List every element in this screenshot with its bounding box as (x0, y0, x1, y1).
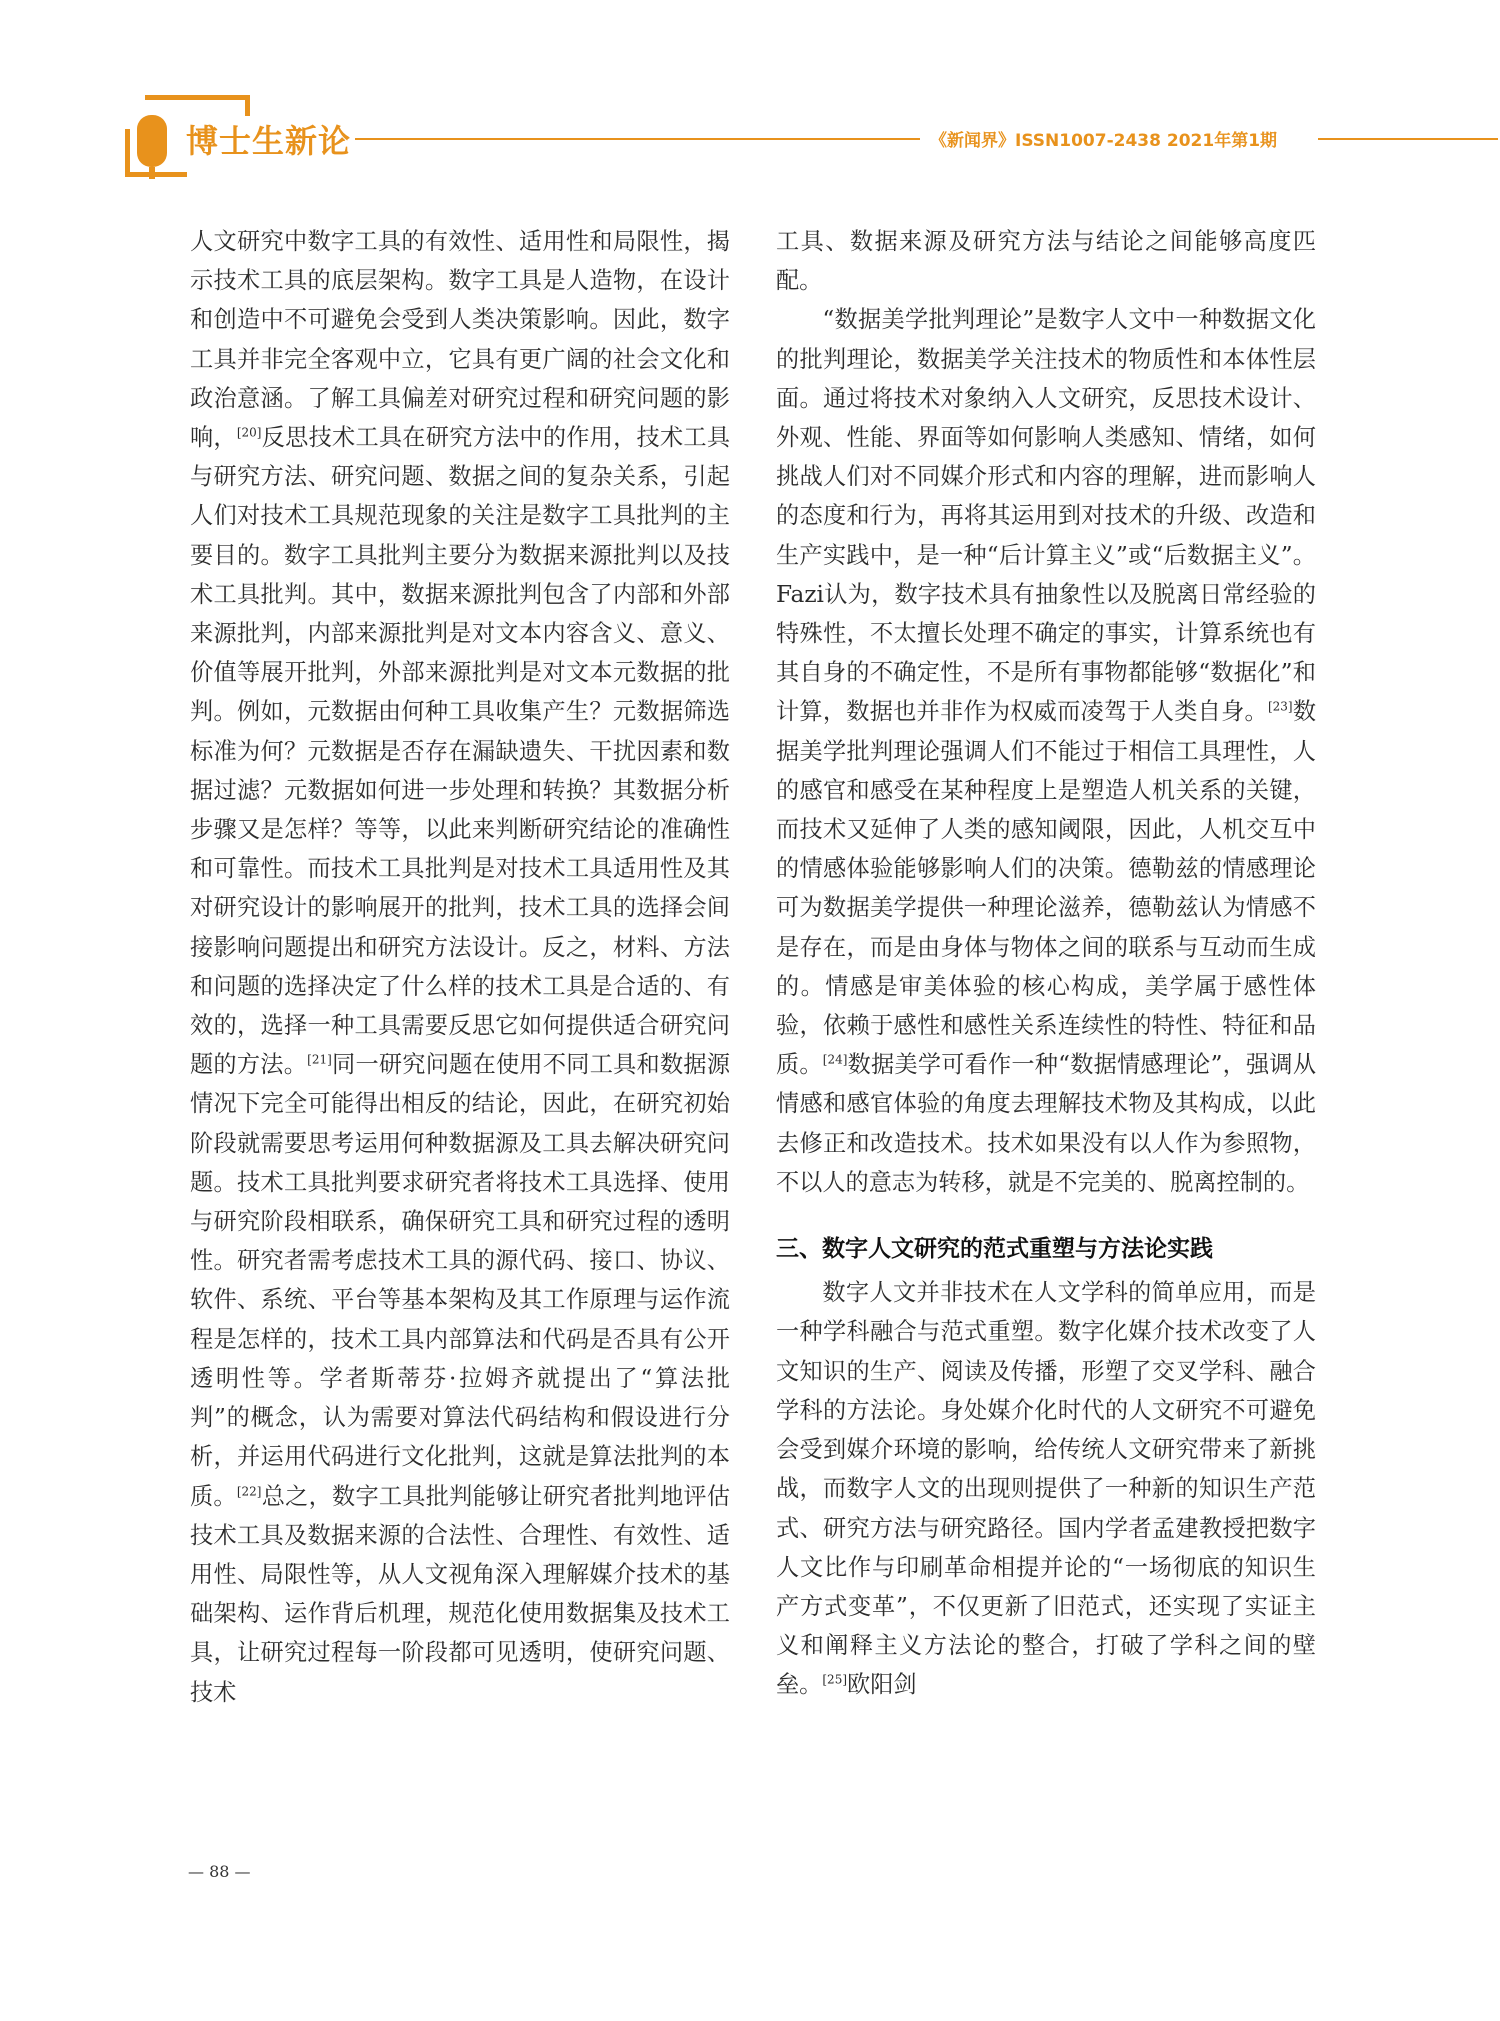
citation-24: [24] (822, 1052, 848, 1067)
body-text: 反思技术工具在研究方法中的作用，技术工具与研究方法、研究问题、数据之间的复杂关系，引起人们对技术工具规范现象的关注是数字工具批判的主要目的。数字工具批判主要分为数据来源批判以及技术工具批判。其中，数据来源批判包含了内部和外部来源批判，内部来源批判是对文本内容含义、意义、价值等展开批判，外部来源批判是对文本元数据的批判。例如，元数据由何种工具收集产生？元数据筛选标准为何？元数据是否存在漏缺遗失、干扰因素和数据过滤？元数据如何进一步处理和转换？其数据分析步骤又是怎样？等等，以此来判断研究结论的准确性和可靠性。而技术工具批判是对技术工具适用性及其对研究设计的影响展开的批判，技术工具的选择会间接影响问题提出和研究方法设计。反之，材料、方法和问题的选择决定了什么样的技术工具是合适的、有效的，选择一种工具需要反思它如何提供适合研究问题的方法。 (190, 424, 731, 1079)
body-text: 数据美学批判理论强调人们不能过于相信工具理性，人的感官和感受在某种程度上是塑造人机关系的关键，而技术又延伸了人类的感知阈限，因此，人机交互中的情感体验能够影响人们的决策。德勒兹的情感理论可为数据美学提供一种理论滋养，德勒兹认为情感不是存在，而是由身体与物体之间的联系与互动而生成的。情感是审美体验的核心构成，美学属于感性体验，依赖于感性和感性关系连续性的特性、特征和品质。 (776, 698, 1317, 1079)
body-text: 同一研究问题在使用不同工具和数据源情况下完全可能得出相反的结论，因此，在研究初始阶段就需要思考运用何种数据源及工具去解决研究问题。技术工具批判要求研究者将技术工具选择、使用与研究阶段相联系，确保研究工具和研究过程的透明性。研究者需考虑技术工具的源代码、接口、协议、软件、系统、平台等基本架构及其工作原理与运作流程是怎样的，技术工具内部算法和代码是否具有公开透明性等。学者斯蒂芬·拉姆齐就提出了“算法批判”的概念，认为需要对算法代码结构和假设进行分析，并运用代码进行文化批判，这就是算法批判的本质。 (190, 1051, 731, 1510)
body-text: 总之，数字工具批判能够让研究者批判地评估技术工具及数据来源的合法性、合理性、有效性、适用性、局限性等，从人文视角深入理解媒介技术的基础架构、运作背后机理，规范化使用数据集及技术工具，让研究过程每一阶段都可见透明，使研究问题、技术 (190, 1482, 731, 1706)
header-rule-right (1318, 138, 1498, 140)
page-number: — 88 — (188, 1862, 251, 1881)
header-rule-left (340, 138, 920, 140)
body-text: 欧阳剑 (847, 1671, 917, 1699)
body-text: “数据美学批判理论”是数字人文中一种数据文化的批判理论，数据美学关注技术的物质性和本体性层面。通过将技术对象纳入人文研究，反思技术设计、外观、性能、界面等如何影响人类感知、情绪，如何挑战人们对不同媒介形式和内容的理解，进而影响人的态度和行为，再将其运用到对技术的升级、改造和生产实践中，是一种“后计算主义”或“后数据主义”。Fazi认为，数字技术具有抽象性以及脱离日常经验的特殊性，不太擅长处理不确定的事实，计算系统也有其自身的不确定性，不是所有事物都能够“数据化”和计算，数据也并非作为权威而凌驾于人类自身。 (776, 306, 1316, 726)
citation-25: [25] (822, 1672, 848, 1687)
right-column (776, 222, 1316, 1705)
page-header (0, 0, 1500, 200)
section-heading: 三、数字人文研究的范式重塑与方法论实践 (776, 1236, 1213, 1263)
section-title: 博士生新论 (186, 116, 355, 162)
citation-22: [22] (236, 1483, 262, 1498)
left-paragraph (190, 222, 730, 1712)
body-text: 数据美学可看作一种“数据情感理论”，强调从情感和感官体验的角度去理解技术物及其构成，以此去修正和改造技术。技术如果没有以人作为参照物，不以人的意志为转移，就是不完美的、脱离控制的。 (776, 1051, 1317, 1196)
right-paragraph-1: 工具、数据来源及研究方法与结论之间能够高度匹配。 (776, 228, 1316, 295)
body-text: 人文研究中数字工具的有效性、适用性和局限性，揭示技术工具的底层架构。数字工具是人造物，在设计和创造中不可避免会受到人类决策影响。因此，数字工具并非完全客观中立，它具有更广阔的社会文化和政治意涵。了解工具偏差对研究过程和研究问题的影响， (190, 228, 730, 452)
citation-21: [21] (307, 1052, 332, 1067)
right-paragraph-2 (776, 300, 1316, 1202)
right-paragraph-3 (776, 1273, 1316, 1704)
body-text: 数字人文并非技术在人文学科的简单应用，而是一种学科融合与范式重塑。数字化媒介技术改变了人文知识的生产、阅读及传播，形塑了交叉学科、融合学科的方法论。身处媒介化时代的人文研究不可避免会受到媒介环境的影响，给传统人文研究带来了新挑战，而数字人文的出现则提供了一种新的知识生产范式、研究方法与研究路径。国内学者孟建教授把数字人文比作与印刷革命相提并论的“一场彻底的知识生产方式变革”，不仅更新了旧范式，还实现了实证主义和阐释主义方法论的整合，打破了学科之间的壁垒。 (776, 1279, 1316, 1699)
left-column (190, 222, 730, 1712)
citation-23: [23] (1267, 699, 1293, 714)
journal-info: 《新闻界》ISSN1007-2438 2021年第1期 (930, 131, 1278, 151)
citation-20: [20] (236, 425, 262, 440)
